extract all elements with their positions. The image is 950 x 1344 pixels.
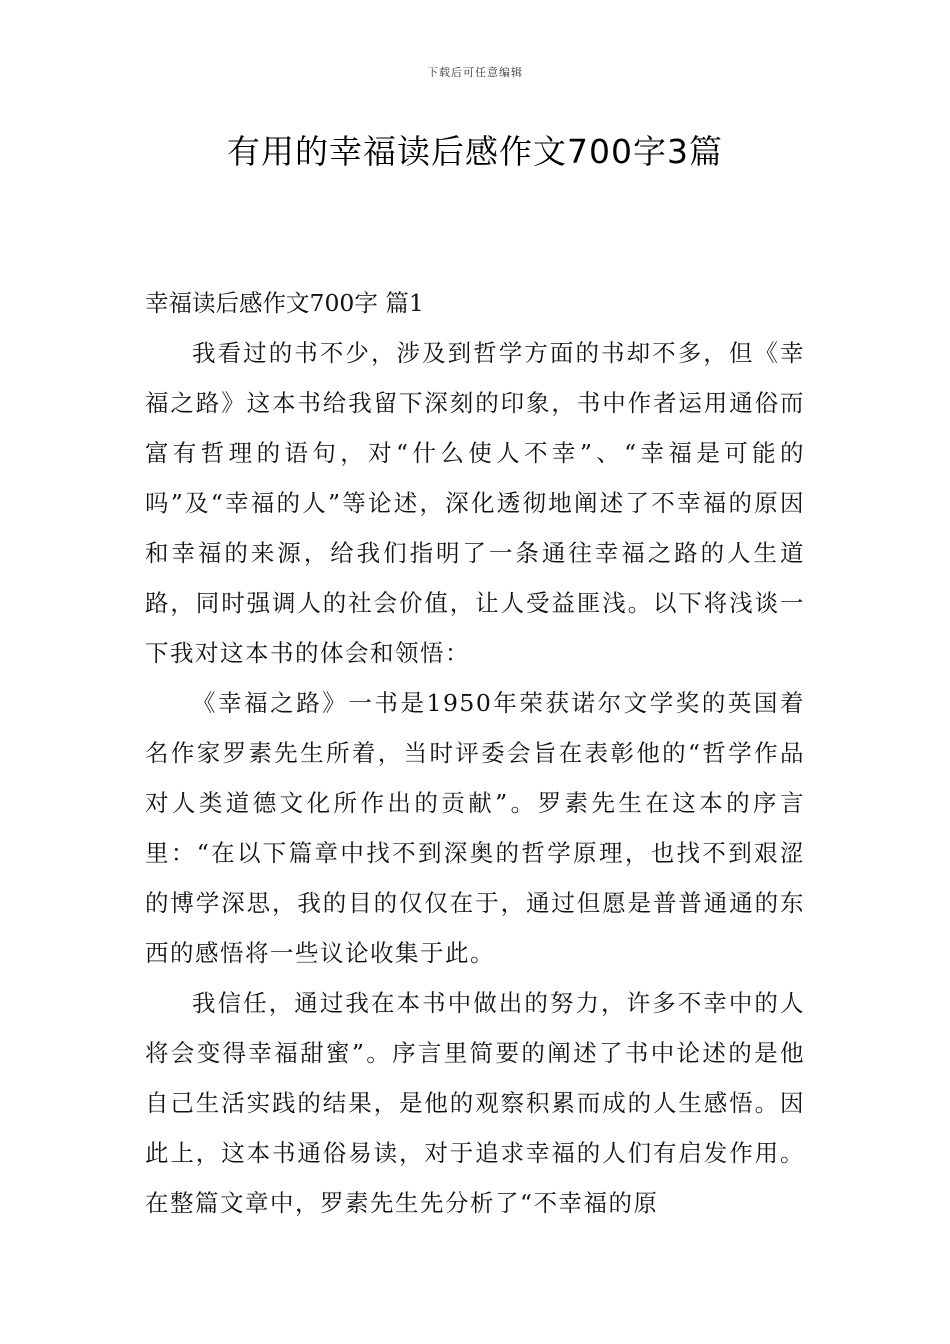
document-body [145, 278, 805, 1228]
body-paragraph-2: 《幸福之路》一书是1950年荣获诺尔文学奖的英国着名作家罗素先生所着，当时评委会旨在表彰他的“哲学作品对人类道德文化所作出的贡献”。罗素先生在这本的序言里：“在以下篇章中找不到深奥的哲学原理，也找不到艰涩的博学深思，我的目的仅仅在于，通过但愿是普普通通的东西的感悟将一些议论收集于此。 [145, 689, 805, 967]
section-heading: 幸福读后感作文700字 篇1 [145, 289, 424, 317]
page-header-note: 下载后可任意编辑 [427, 66, 523, 79]
document-title: 有用的幸福读后感作文700字3篇 [227, 132, 723, 171]
body-paragraph-3: 我信任，通过我在本书中做出的努力，许多不幸中的人将会变得幸福甜蜜”。序言里简要的阐述了书中论述的是他自己生活实践的结果，是他的观察积累而成的人生感悟。因此上，这本书通俗易读，对于追求幸福的人们有启发作用。在整篇文章中，罗素先生先分析了“不幸福的原 [145, 989, 805, 1217]
body-paragraph-1: 我看过的书不少，涉及到哲学方面的书却不多，但《幸福之路》这本书给我留下深刻的印象，书中作者运用通俗而富有哲理的语句，对“什么使人不幸”、“幸福是可能的吗”及“幸福的人”等论述，深化透彻地阐述了不幸福的原因和幸福的来源，给我们指明了一条通往幸福之路的人生道路，同时强调人的社会价值，让人受益匪浅。以下将浅谈一下我对这本书的体会和领悟： [145, 339, 805, 667]
